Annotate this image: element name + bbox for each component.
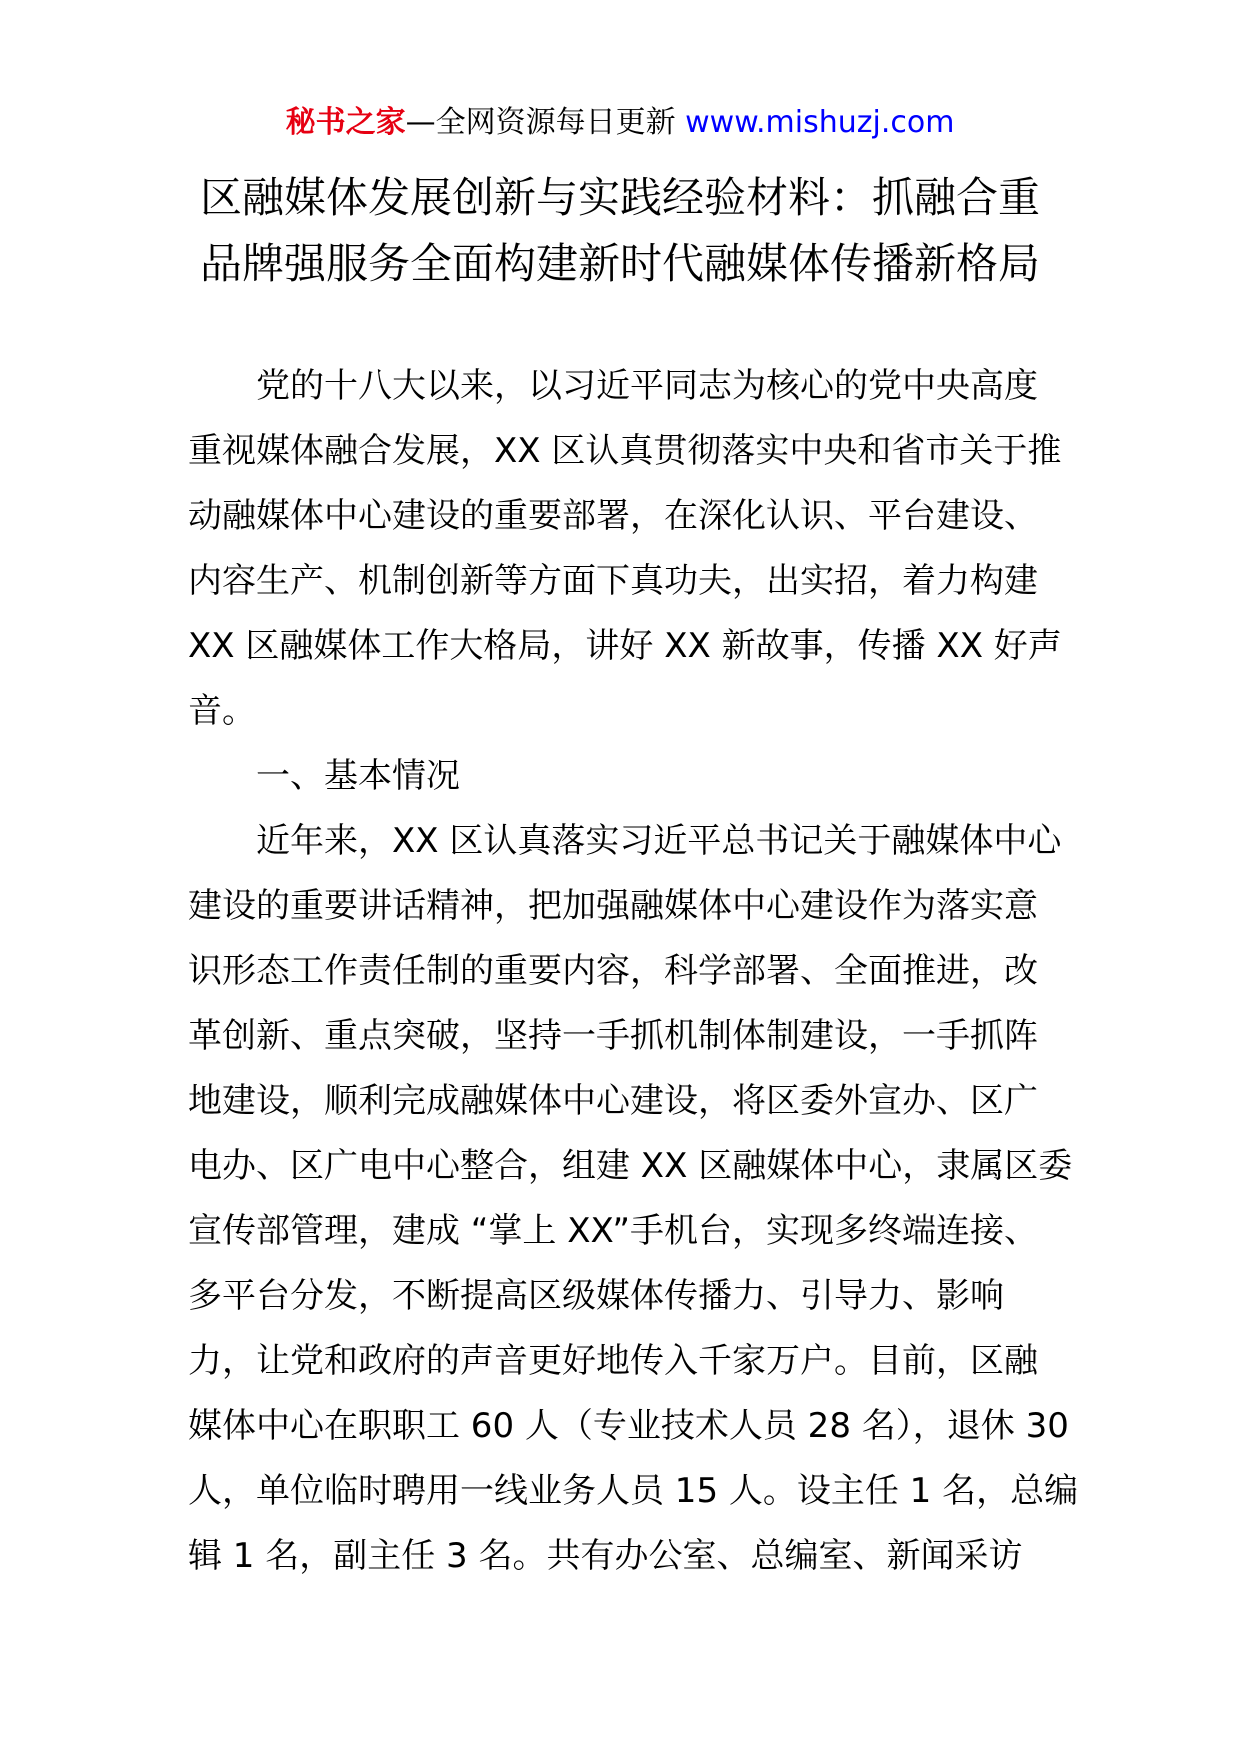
body-line: 辑 1 名，副主任 3 名。共有办公室、总编室、新闻采访 xyxy=(188,1536,1023,1576)
body-line: 音。 xyxy=(188,691,256,731)
body-line: 识形态工作责任制的重要内容，科学部署、全面推进，改 xyxy=(188,951,1038,991)
body-line: 重视媒体融合发展，XX 区认真贯彻落实中央和省市关于推 xyxy=(188,431,1062,471)
site-url-link[interactable]: www.mishuzj.com xyxy=(685,105,955,140)
body-line: 革创新、重点突破，坚持一手抓机制体制建设，一手抓阵 xyxy=(188,1016,1038,1056)
body-line: 建设的重要讲话精神，把加强融媒体中心建设作为落实意 xyxy=(188,886,1038,926)
brand-name: 秘书之家 xyxy=(285,105,406,140)
site-header xyxy=(0,103,1240,143)
body-line: 内容生产、机制创新等方面下真功夫，出实招，着力构建 xyxy=(188,561,1038,601)
header-slogan: —全网资源每日更新 xyxy=(405,105,676,140)
body-line: 近年来，XX 区认真落实习近平总书记关于融媒体中心 xyxy=(256,821,1062,861)
body-line: 党的十八大以来，以习近平同志为核心的党中央高度 xyxy=(256,366,1038,406)
document-title xyxy=(0,165,1240,297)
body-line: 动融媒体中心建设的重要部署，在深化认识、平台建设、 xyxy=(188,496,1038,536)
body-line: 多平台分发，不断提高区级媒体传播力、引导力、影响 xyxy=(188,1276,1004,1316)
section-heading: 一、基本情况 xyxy=(256,756,460,796)
title-line-1: 区融媒体发展创新与实践经验材料：抓融合重 xyxy=(199,173,1040,222)
body-line: 地建设，顺利完成融媒体中心建设，将区委外宣办、区广 xyxy=(188,1081,1038,1121)
body-line: 媒体中心在职职工 60 人（专业技术人员 28 名），退休 30 xyxy=(188,1406,1069,1446)
body-line: 力，让党和政府的声音更好地传入千家万户。目前，区融 xyxy=(188,1341,1038,1381)
body-line: XX 区融媒体工作大格局，讲好 XX 新故事，传播 XX 好声 xyxy=(188,626,1062,666)
document-body xyxy=(188,354,1079,1589)
title-line-2: 品牌强服务全面构建新时代融媒体传播新格局 xyxy=(199,239,1040,288)
body-line: 人，单位临时聘用一线业务人员 15 人。设主任 1 名，总编 xyxy=(188,1471,1079,1511)
body-line: 电办、区广电中心整合，组建 XX 区融媒体中心，隶属区委 xyxy=(188,1146,1073,1186)
body-line: 宣传部管理，建成 “掌上 XX”手机台，实现多终端连接、 xyxy=(188,1211,1039,1251)
